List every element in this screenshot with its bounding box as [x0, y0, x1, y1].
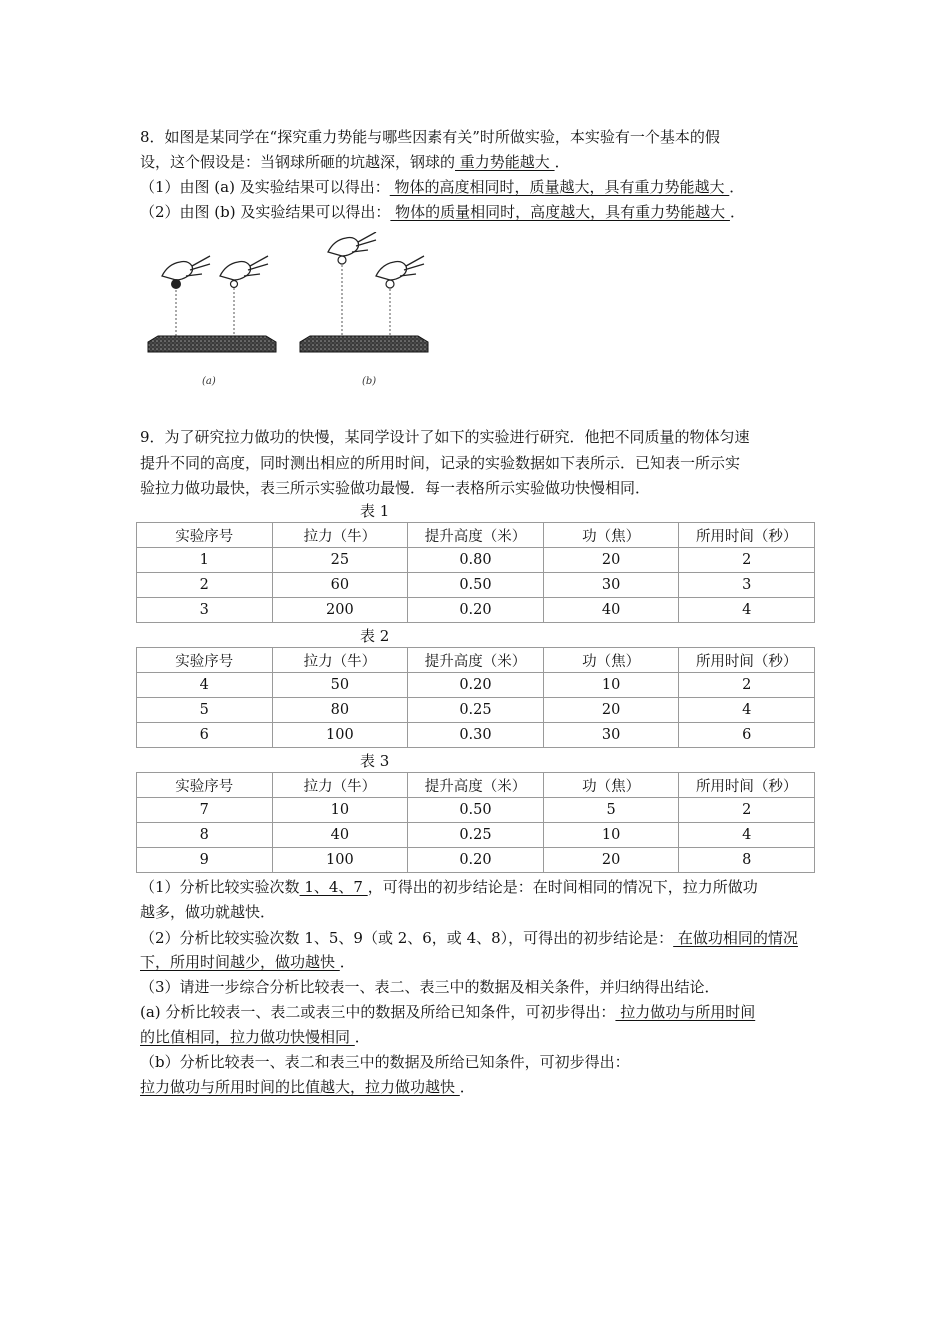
- table-cell: 0.25: [408, 698, 544, 723]
- header-cell: 拉力（牛）: [272, 523, 408, 548]
- table1-caption: 表 1: [360, 502, 390, 520]
- q8-stem-line2: [140, 151, 570, 173]
- q9-part3: （3）请进一步综合分析比较表一、表二、表三中的数据及相关条件，并归纳得出结论．: [140, 978, 720, 996]
- table-row: [137, 848, 815, 873]
- q9-part3a-answer-cont: 的比值相同，拉力做功快慢相同: [140, 1028, 355, 1046]
- figure-panel-a: [148, 256, 276, 387]
- q9-part3b-period: ．: [459, 1078, 475, 1096]
- q9-part2-text: （2）分析比较实验次数 1、5、9（或 2、6，或 4、8），可得出的初步结论是：: [140, 929, 674, 947]
- q8-item2-answer: 物体的质量相同时，高度越大，具有重力势能越大: [390, 203, 730, 221]
- table-cell: 2: [679, 673, 815, 698]
- header-cell: 提升高度（米）: [408, 773, 544, 798]
- q9-part3b-line1: （b）分析比较表一、表二和表三中的数据及所给已知条件，可初步得出：: [140, 1053, 630, 1071]
- table-cell: 5: [543, 798, 679, 823]
- sand-tray-icon: [148, 336, 276, 352]
- table-cell: 20: [543, 848, 679, 873]
- hand-icon: [162, 256, 210, 280]
- header-cell: 功（焦）: [543, 773, 679, 798]
- table-header-row: [137, 773, 815, 798]
- header-cell: 提升高度（米）: [408, 523, 544, 548]
- q8-experiment-figure: [140, 232, 430, 392]
- hand-icon: [220, 256, 268, 280]
- table-cell: 0.25: [408, 823, 544, 848]
- table-cell: 2: [679, 548, 815, 573]
- sand-tray-icon: [300, 336, 428, 352]
- figure-label-b: (b): [362, 376, 377, 387]
- data-table-1: [136, 522, 815, 623]
- q9-part3a-period: ．: [354, 1028, 370, 1046]
- q9-part3b-line2: [140, 1076, 475, 1098]
- header-cell: 所用时间（秒）: [679, 773, 815, 798]
- table-cell: 8: [137, 823, 273, 848]
- table-cell: 50: [272, 673, 408, 698]
- q9-part3a-line2: [140, 1026, 370, 1048]
- q8-stem-period: ．: [554, 153, 570, 171]
- table-header-row: [137, 648, 815, 673]
- q9-part1-answer: 1、4、7: [299, 878, 368, 896]
- q8-item2-text: （2）由图 (b) 及实验结果可以得出：: [140, 203, 391, 221]
- table-row: [137, 673, 815, 698]
- table-cell: 0.80: [408, 548, 544, 573]
- q9-part2-answer: 在做功相同的情况: [673, 929, 798, 947]
- q9-part2-line1: [140, 927, 798, 949]
- table-cell: 0.30: [408, 723, 544, 748]
- q9-stem-line2: 提升不同的高度，同时测出相应的所用时间，记录的实验数据如下表所示．已知表一所示实: [140, 454, 741, 472]
- header-cell: 所用时间（秒）: [679, 523, 815, 548]
- table-row: [137, 548, 815, 573]
- table-cell: 4: [679, 823, 815, 848]
- q8-item1: [140, 176, 744, 198]
- header-cell: 功（焦）: [543, 523, 679, 548]
- table-cell: 40: [272, 823, 408, 848]
- figure-panel-b: [300, 232, 428, 387]
- table-cell: 2: [679, 798, 815, 823]
- q8-item2-period: ．: [729, 203, 745, 221]
- table-row: [137, 823, 815, 848]
- table-cell: 0.50: [408, 573, 544, 598]
- table3-caption: 表 3: [360, 752, 390, 770]
- q8-item1-text: （1）由图 (a) 及实验结果可以得出：: [140, 178, 390, 196]
- table-row: [137, 723, 815, 748]
- steel-ball-large-icon: [171, 279, 181, 289]
- q8-item1-answer: 物体的高度相同时，质量越大，具有重力势能越大: [389, 178, 730, 196]
- q9-part3a-text: (a) 分析比较表一、表二或表三中的数据及所给已知条件，可初步得出：: [140, 1003, 616, 1021]
- q9-part1-line1: [140, 876, 758, 898]
- q8-answer-blank: 重力势能越大: [455, 153, 555, 171]
- q8-item2: [140, 201, 745, 223]
- q9-part1-text-rest: ，可得出的初步结论是：在时间相同的情况下，拉力所做功: [367, 878, 758, 896]
- table-cell: 7: [137, 798, 273, 823]
- header-cell: 实验序号: [137, 648, 273, 673]
- table-header-row: [137, 523, 815, 548]
- table-cell: 6: [679, 723, 815, 748]
- q9-part2-line2: [140, 951, 355, 973]
- table-row: [137, 573, 815, 598]
- table-cell: 25: [272, 548, 408, 573]
- table-row: [137, 798, 815, 823]
- header-cell: 实验序号: [137, 523, 273, 548]
- steel-ball-icon: [338, 256, 346, 264]
- q9-part3a-line1: [140, 1001, 755, 1023]
- table-cell: 30: [543, 573, 679, 598]
- table-cell: 3: [137, 598, 273, 623]
- hand-icon: [376, 256, 424, 280]
- table-cell: 30: [543, 723, 679, 748]
- table-row: [137, 598, 815, 623]
- q9-stem-line3: 验拉力做功最快，表三所示实验做功最慢．每一表格所示实验做功快慢相同．: [140, 479, 651, 497]
- header-cell: 实验序号: [137, 773, 273, 798]
- hand-icon: [328, 232, 376, 256]
- header-cell: 拉力（牛）: [272, 773, 408, 798]
- table-cell: 9: [137, 848, 273, 873]
- q8-stem-text: 设，这个假设是：当钢球所砸的坑越深，钢球的: [140, 153, 456, 171]
- table-cell: 10: [272, 798, 408, 823]
- table-cell: 1: [137, 548, 273, 573]
- header-cell: 功（焦）: [543, 648, 679, 673]
- table-cell: 20: [543, 698, 679, 723]
- table-cell: 10: [543, 673, 679, 698]
- table-cell: 5: [137, 698, 273, 723]
- table-cell: 6: [137, 723, 273, 748]
- q8-item1-period: ．: [729, 178, 745, 196]
- table-cell: 0.20: [408, 848, 544, 873]
- table-cell: 80: [272, 698, 408, 723]
- q9-part2-period: ．: [339, 953, 355, 971]
- header-cell: 提升高度（米）: [408, 648, 544, 673]
- q9-stem-line1: 9．为了研究拉力做功的快慢，某同学设计了如下的实验进行研究．他把不同质量的物体匀速: [140, 428, 750, 446]
- table-cell: 200: [272, 598, 408, 623]
- q9-part1-text: （1）分析比较实验次数: [140, 878, 300, 896]
- table-cell: 2: [137, 573, 273, 598]
- steel-ball-icon: [386, 280, 394, 288]
- table-cell: 40: [543, 598, 679, 623]
- table-cell: 100: [272, 723, 408, 748]
- table-row: [137, 698, 815, 723]
- table-cell: 0.50: [408, 798, 544, 823]
- table-cell: 4: [137, 673, 273, 698]
- table-cell: 3: [679, 573, 815, 598]
- table-cell: 4: [679, 698, 815, 723]
- table-cell: 100: [272, 848, 408, 873]
- figure-label-a: (a): [202, 376, 216, 387]
- header-cell: 所用时间（秒）: [679, 648, 815, 673]
- table-cell: 8: [679, 848, 815, 873]
- table-cell: 20: [543, 548, 679, 573]
- table-cell: 60: [272, 573, 408, 598]
- data-table-2: [136, 647, 815, 748]
- table-cell: 0.20: [408, 598, 544, 623]
- header-cell: 拉力（牛）: [272, 648, 408, 673]
- q9-part3a-answer: 拉力做功与所用时间: [615, 1003, 756, 1021]
- q9-part3b-answer: 拉力做功与所用时间的比值越大，拉力做功越快: [140, 1078, 460, 1096]
- steel-ball-small-icon: [231, 281, 238, 288]
- table-cell: 4: [679, 598, 815, 623]
- q9-part1-line2: 越多，做功就越快．: [140, 903, 276, 921]
- data-table-3: [136, 772, 815, 873]
- table-cell: 0.20: [408, 673, 544, 698]
- q9-part2-answer-cont: 下，所用时间越少，做功越快: [140, 953, 340, 971]
- q8-stem-line1: 8．如图是某同学在“探究重力势能与哪些因素有关”时所做实验，本实验有一个基本的假: [140, 128, 720, 146]
- table-cell: 10: [543, 823, 679, 848]
- table2-caption: 表 2: [360, 627, 390, 645]
